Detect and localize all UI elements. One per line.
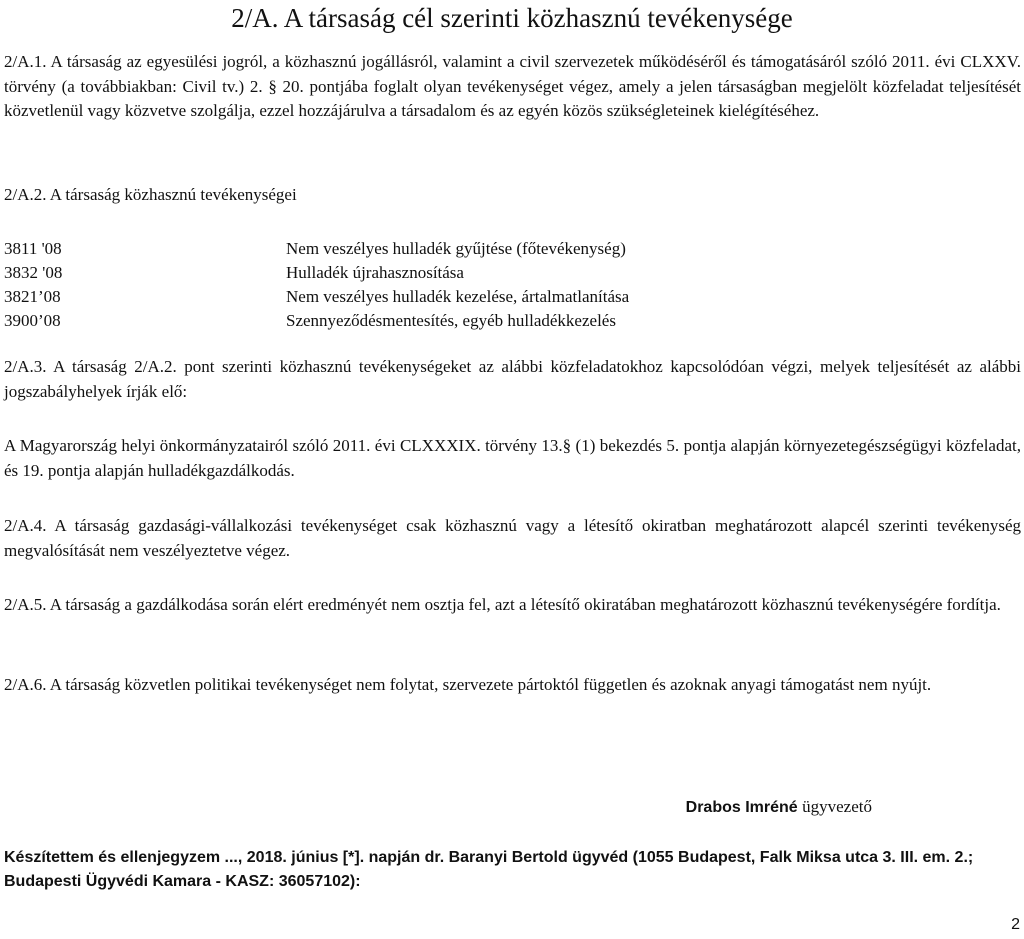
activity-code: 3832 '08 [4, 263, 63, 282]
section-2a3-law-paragraph: A Magyarország helyi önkormányzatairól szóló 2011. évi CLXXXIX. törvény 13.§ (1) bekezdés 5. pontja alapján környezetegészségügyi közfeladat, és 19. pontja alapján hulladékgazdálkodás. [4, 436, 1021, 480]
activity-code: 3900’08 [4, 311, 61, 330]
activity-row [4, 309, 904, 333]
section-2a1-paragraph: 2/A.1. A társaság az egyesülési jogról, a közhasznú jogállásról, valamint a civil szervezetek működéséről és támogatásáról szóló 2011. évi CLXXV. törvény (a továbbiakban: Civil tv.) 2. § 20. pontjába foglalt olyan tevékenységet végez, amely a jelen társaságban megjelölt közfeladat teljesítését közvetlenül vagy közvetve szolgálja, ezzel hozzájárulva a társadalom és az egyén közös szükségleteinek kielégítéséhez. [4, 52, 1021, 120]
activity-row [4, 285, 904, 309]
activity-description: Szennyeződésmentesítés, egyéb hulladékkezelés [286, 311, 616, 330]
signatory-name: Drabos Imréné [685, 799, 798, 816]
signatory-role: ügyvezető [802, 797, 872, 816]
activity-code: 3821’08 [4, 287, 61, 306]
lawyer-certification: Készítettem és ellenjegyzem ..., 2018. június [*]. napján dr. Baranyi Bertold ügyvéd (1055 Budapest, Falk Miksa utca 3. III. em. 2.; Budapesti Ügyvédi Kamara - KASZ: 36057102): [4, 849, 974, 890]
activity-code: 3811 '08 [4, 239, 62, 258]
activity-description: Nem veszélyes hulladék kezelése, ártalmatlanítása [286, 287, 630, 306]
document-title: 2/A. A társaság cél szerinti közhasznú tevékenysége [231, 3, 793, 33]
section-2a4-paragraph: 2/A.4. A társaság gazdasági-vállalkozási tevékenységet csak közhasznú vagy a létesítő okiratban meghatározott alapcél szerinti tevékenység megvalósítását nem veszélyeztetve végez. [4, 516, 1021, 560]
page-number: 2 [1011, 916, 1020, 933]
activity-row [4, 261, 904, 285]
section-2a6-paragraph: 2/A.6. A társaság közvetlen politikai tevékenységet nem folytat, szervezete pártoktól független és azoknak anyagi támogatást nem nyújt. [4, 675, 932, 694]
section-2a5-paragraph: 2/A.5. A társaság a gazdálkodása során elért eredményét nem osztja fel, azt a létesítő okiratában meghatározott közhasznú tevékenységére fordítja. [4, 595, 1001, 614]
signature-block [686, 796, 872, 819]
activity-description: Hulladék újrahasznosítása [286, 263, 464, 282]
activity-description: Nem veszélyes hulladék gyűjtése (főtevékenység) [286, 239, 626, 258]
section-2a2-heading: 2/A.2. A társaság közhasznú tevékenységei [4, 185, 297, 204]
section-2a3-paragraph: 2/A.3. A társaság 2/A.2. pont szerinti közhasznú tevékenységeket az alábbi közfeladatokhoz kapcsolódóan végzi, melyek teljesítését az alábbi jogszabályhelyek írják elő: [4, 357, 1021, 401]
activity-row [4, 237, 904, 261]
